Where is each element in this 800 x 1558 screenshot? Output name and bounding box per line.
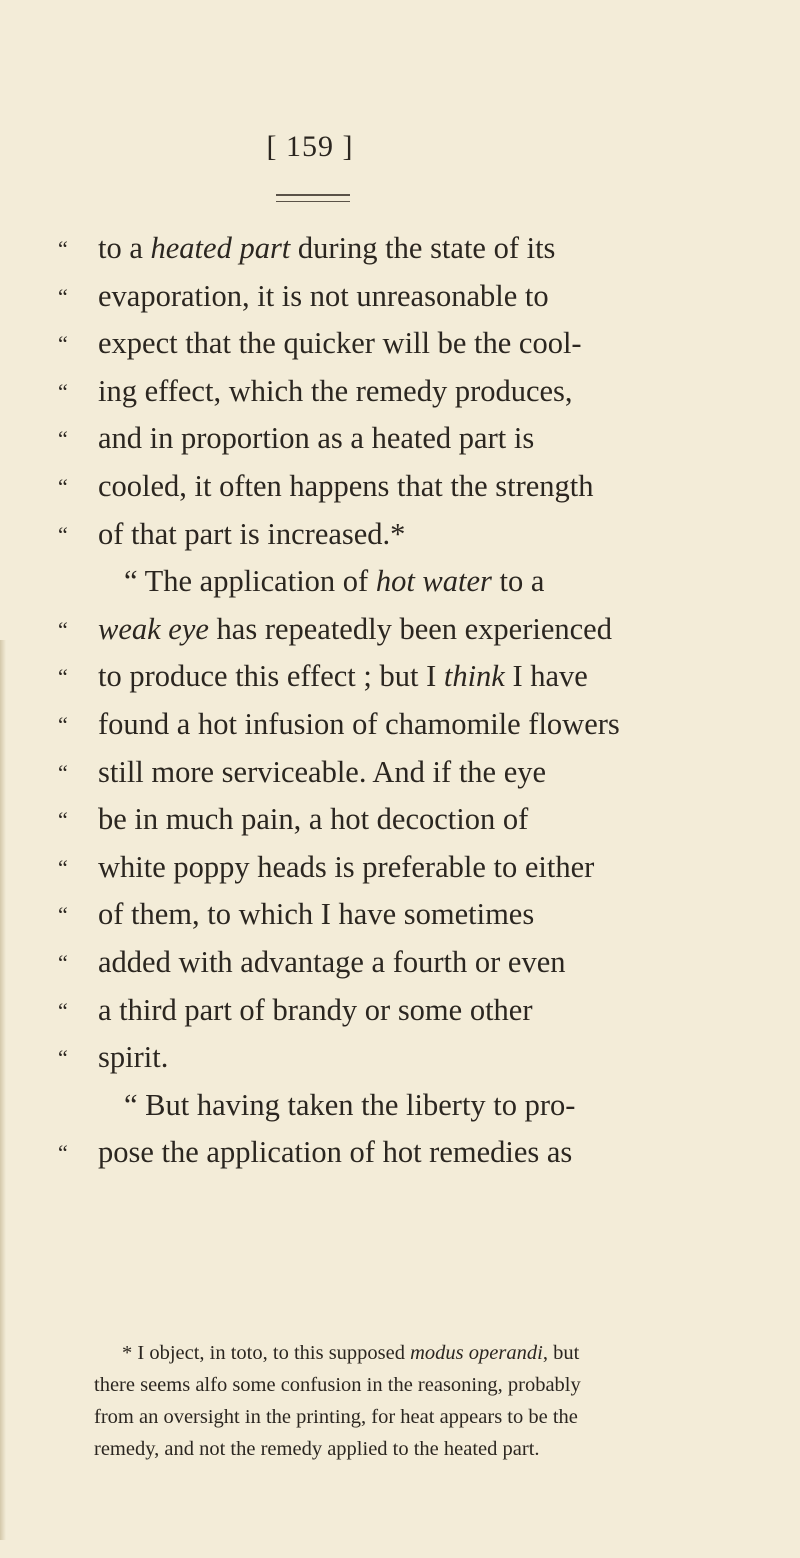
line-text: to a heated part during the state of its (98, 231, 556, 265)
italic-text: heated part (150, 231, 291, 265)
italic-text: modus operandi (410, 1342, 543, 1364)
line-text: white poppy heads is preferable to either (98, 849, 595, 884)
footnote-line: * I object, in toto, to this supposed modus operandi, but (122, 1342, 580, 1364)
footnote-line: from an oversight in the printing, for heat appears to be the (94, 1406, 578, 1428)
text-line (58, 463, 758, 511)
quote-mark: “ (58, 1045, 68, 1071)
quote-mark: “ (58, 426, 68, 452)
text-line (58, 558, 758, 606)
line-text: of them, to which I have sometimes (98, 897, 535, 932)
footnote (94, 1337, 794, 1465)
quote-mark: “ (58, 664, 68, 690)
quote-mark: “ (58, 283, 68, 309)
footnote-line: remedy, and not the remedy applied to the heated part. (94, 1438, 540, 1460)
quote-mark: “ (58, 521, 68, 547)
text-line (58, 606, 758, 654)
binding-shadow (0, 640, 6, 1540)
text-line (58, 844, 758, 892)
italic-text: weak eye (98, 611, 209, 646)
text-line (58, 1034, 758, 1082)
quote-mark: “ (58, 949, 68, 975)
line-text: be in much pain, a hot decoction of (98, 802, 529, 837)
text-line (58, 415, 758, 463)
quote-mark: “ (58, 616, 68, 642)
line-text: cooled, it often happens that the strength (98, 468, 594, 503)
line-text: of that part is increased.* (98, 516, 406, 551)
text-line (58, 225, 758, 273)
line-text: weak eye has repeatedly been experienced (98, 611, 612, 646)
text-line (58, 368, 758, 416)
text-line (58, 987, 758, 1035)
line-text: to produce this effect ; but I think I have (98, 659, 588, 694)
italic-text: hot water (375, 564, 492, 599)
quote-mark: “ (58, 473, 68, 499)
line-text: evaporation, it is not unreasonable to (98, 278, 549, 313)
text-line (58, 701, 758, 749)
text-line (58, 653, 758, 701)
text-line (58, 1082, 758, 1130)
line-text: found a hot infusion of chamomile flowers (98, 706, 620, 741)
quote-mark: “ (58, 759, 68, 785)
quote-mark: “ (58, 854, 68, 880)
quote-mark: “ (58, 997, 68, 1023)
line-text: a third part of brandy or some other (98, 992, 533, 1027)
body-text (58, 225, 758, 1177)
line-text: ing effect, which the remedy produces, (98, 373, 573, 408)
quote-mark: “ (58, 331, 68, 357)
text-line (58, 891, 758, 939)
line-text: still more serviceable. And if the eye (98, 754, 547, 789)
header-rule (276, 194, 350, 202)
footnote-line: there seems alfo some confusion in the reasoning, probably (94, 1374, 581, 1396)
line-text: expect that the quicker will be the cool- (98, 326, 582, 361)
text-line (58, 749, 758, 797)
page-number-header: [ 159 ] (266, 130, 354, 163)
quote-mark: “ (58, 236, 68, 261)
line-text: spirit. (98, 1040, 169, 1075)
line-text: pose the application of hot remedies as (98, 1135, 573, 1170)
line-text: “ But having taken the liberty to pro- (124, 1087, 576, 1122)
quote-mark: “ (58, 711, 68, 737)
line-text: and in proportion as a heated part is (98, 421, 535, 456)
text-line (58, 796, 758, 844)
quote-mark: “ (58, 902, 68, 928)
text-line (58, 320, 758, 368)
text-line (58, 1129, 758, 1177)
text-line (58, 273, 758, 321)
line-text: “ The application of hot water to a (124, 564, 545, 599)
text-line (58, 939, 758, 987)
quote-mark: “ (58, 378, 68, 404)
text-line (58, 511, 758, 559)
quote-mark: “ (58, 1140, 68, 1166)
italic-text: think (443, 659, 505, 694)
quote-mark: “ (58, 807, 68, 833)
line-text: added with advantage a fourth or even (98, 944, 566, 979)
